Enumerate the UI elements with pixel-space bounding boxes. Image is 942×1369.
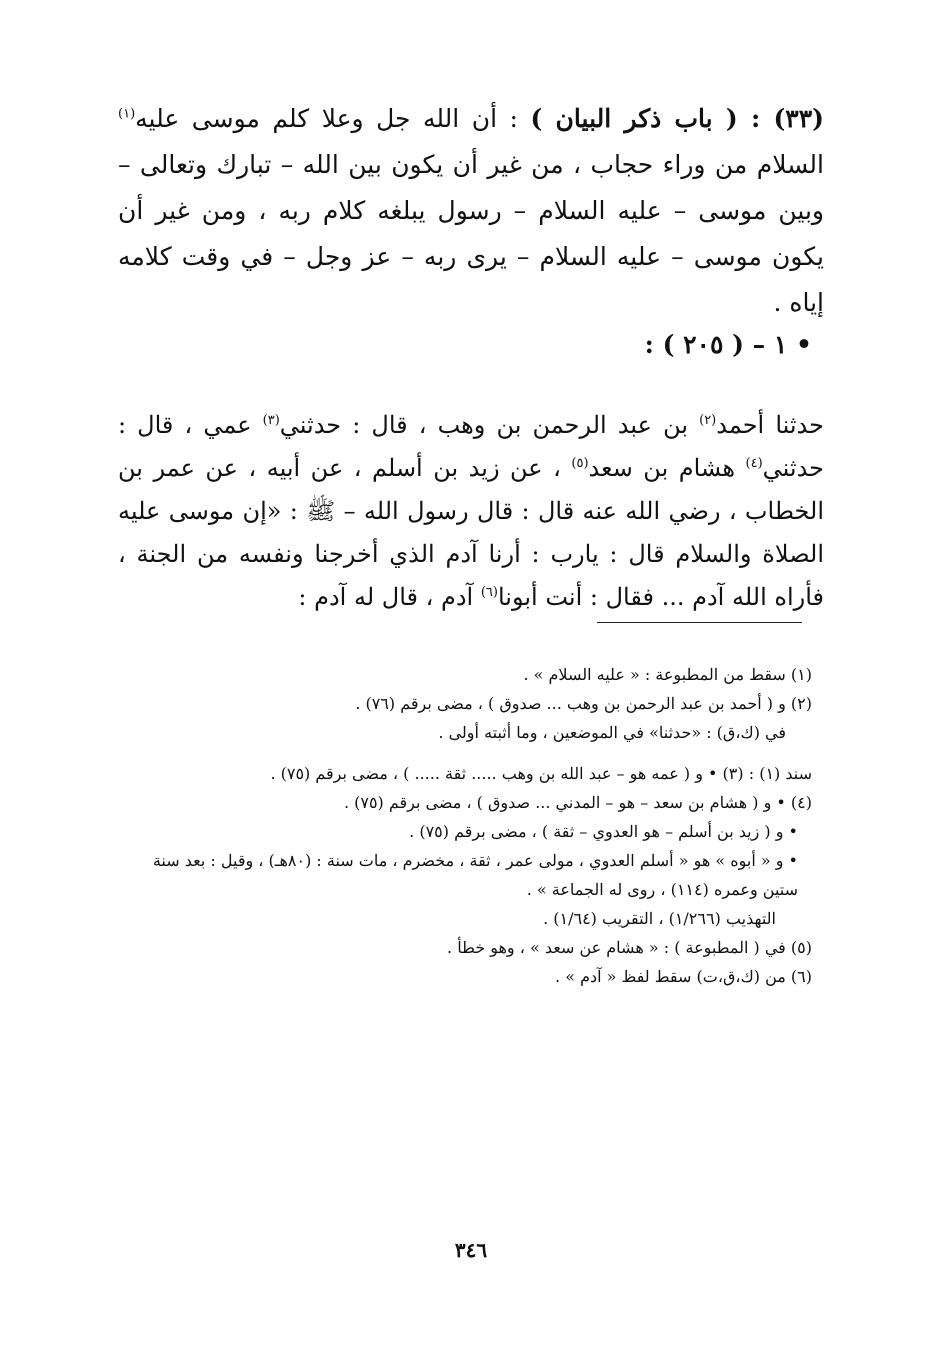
- footnote-marker: (٦): [480, 585, 498, 600]
- footnote-1: (١) سقط من المطبوعة : « عليه السلام » .: [523, 665, 812, 684]
- chapter-heading: [118, 96, 824, 326]
- footnote-marker: (٤): [745, 456, 763, 471]
- hadith-segment: آدم ، قال له آدم :: [298, 583, 481, 611]
- hadith-segment: هشام بن سعد: [588, 454, 746, 482]
- footnote-4: (٤) • و ( هشام بن سعد – هو – المدني ... صدوق ) ، مضى برقم (٧٥) .: [343, 793, 812, 812]
- hadith-segment: حدثنا أحمد: [716, 411, 824, 439]
- hadith-number: • ١ – ( ٢٠٥ ) :: [644, 330, 812, 359]
- footnote-5: (٥) في ( المطبوعة ) : « هشام عن سعد » ، وهو خطأ .: [447, 938, 812, 957]
- footnote-marker: (٢): [699, 413, 717, 428]
- chapter-text-continued: السلام من وراء حجاب ، من غير أن يكون بين الله – تبارك وتعالى – وبين موسى – عليه السلام – رسول يبلغه كلام ربه ، ومن غير أن يكون موسى – عليه السلام – يرى ربه – عز وجل – في وقت كلامه إياه .: [118, 150, 824, 317]
- page-number: ٣٤٦: [454, 1238, 488, 1262]
- footnote-divider: [597, 622, 802, 623]
- footnote-marker: (٣): [262, 413, 280, 428]
- footnote-marker: (١): [118, 106, 136, 122]
- hadith-segment: بن عبد الرحمن بن وهب ، قال : حدثني: [279, 411, 700, 439]
- footnote-6: (٦) من (ك،ق،ت) سقط لفظ « آدم » .: [555, 967, 812, 986]
- footnotes: [130, 660, 812, 991]
- footnote-4-refs: التهذيب (١/٢٦٦) ، التقريب (١/٦٤) .: [543, 909, 776, 928]
- footnote-marker: (٥): [571, 456, 589, 471]
- hadith-segment: ، عن زيد بن أسلم ، عن أبيه ، عن عمر بن الخطاب ، رضي الله عنه قال : قال رسول الله – ﷺ : «إن موسى عليه الصلاة والسلام قال : يارب : أرنا آدم الذي أخرجنا ونفسه من الجنة ، فأراه الله آدم ... فقال : أنت أبونا: [118, 454, 824, 611]
- footnote-3: سند (١) : (٣) • و ( عمه هو – عبد الله بن وهب ..... ثقة ..... ) ، مضى برقم (٧٥) .: [270, 764, 812, 783]
- chapter-title: (٣٣) : ( باب ذكر البيان ): [530, 104, 824, 133]
- footnote-4-aslam: • و « أبوه » هو « أسلم العدوي ، مولى عمر ، ثقة ، مخضرم ، مات سنة : (٨٠هـ) ، وقيل : بعد سنة ستين وعمره (١١٤) ، روى له الجماعة » .: [152, 851, 798, 899]
- footnote-2: (٢) و ( أحمد بن عبد الرحمن بن وهب ... صدوق ) ، مضى برقم (٧٦) .: [355, 694, 812, 713]
- hadith-text: [118, 404, 824, 619]
- chapter-text: : أن الله جل وعلا كلم موسى عليه: [135, 104, 531, 133]
- hadith-segment: عمي ، قال : حدثني: [118, 411, 824, 482]
- footnote-4-zaid: • و ( زيد بن أسلم – هو العدوي – ثقة ) ، مضى برقم (٧٥) .: [409, 822, 798, 841]
- footnote-2-note: في (ك،ق) : «حدثنا» في الموضعين ، وما أثبته أولى .: [438, 723, 786, 742]
